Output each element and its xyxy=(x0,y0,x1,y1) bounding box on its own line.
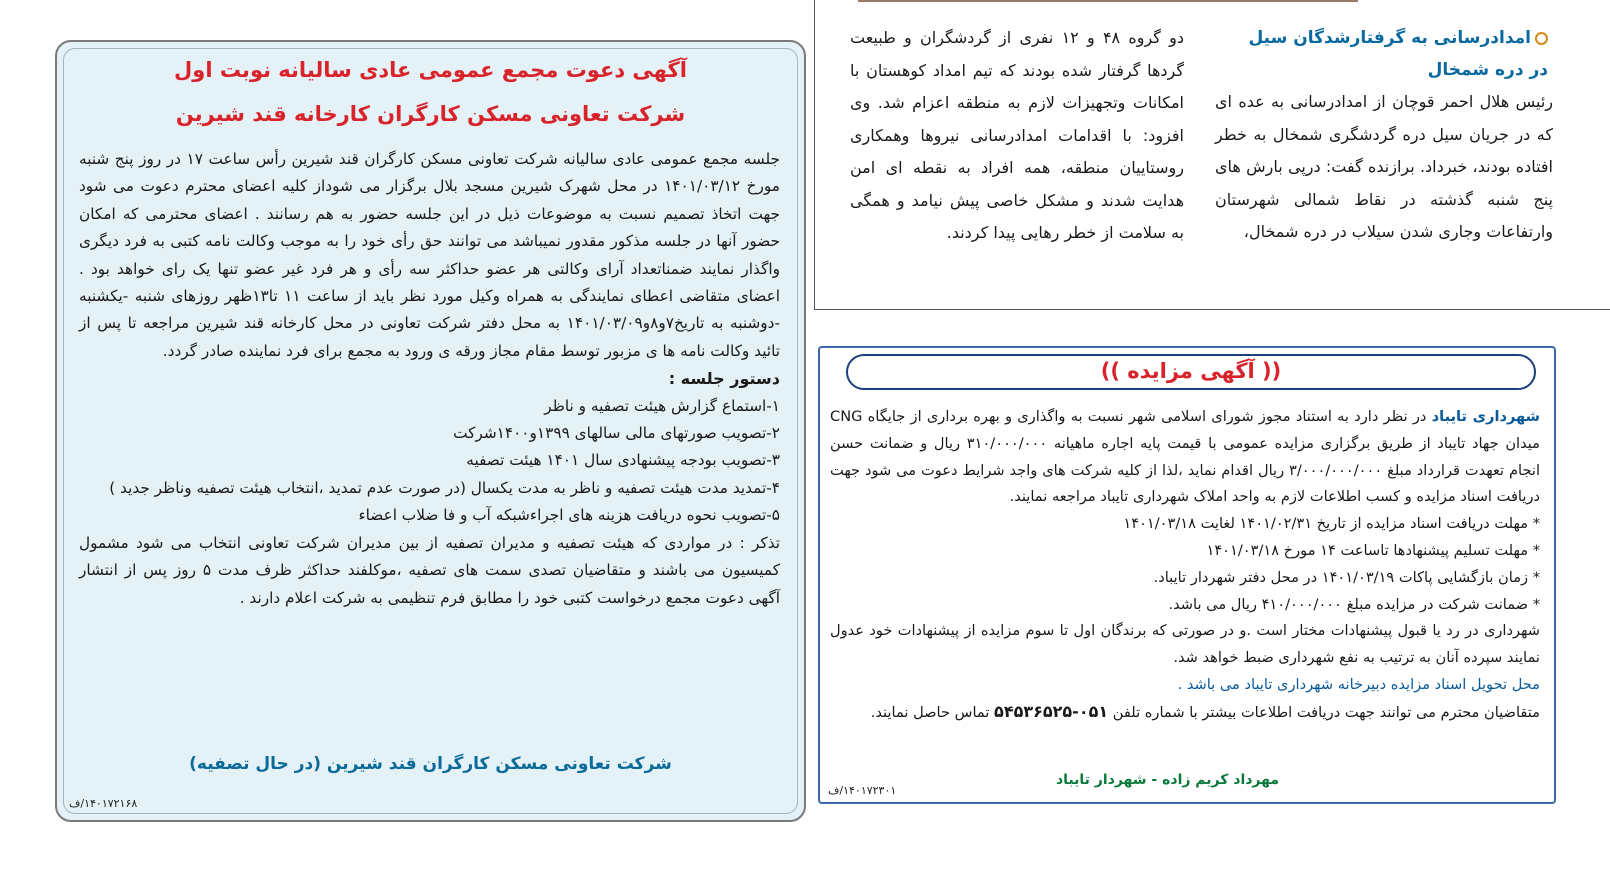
agenda-item: ۵-تصویب نحوه دریافت هزینه های اجراءشبکه آب و فا ضلاب اعضاء xyxy=(358,506,780,525)
news-headline-text: امدادرسانی به گرفتارشدگان سیل در دره شمخال xyxy=(1248,28,1548,80)
contact-text-end: تماس حاصل نمایند. xyxy=(870,703,995,721)
auction-intro xyxy=(830,404,1540,511)
contact-text: متقاضیان محترم می توانند جهت دریافت اطلاعات بیشتر با شماره تلفن xyxy=(1112,703,1540,721)
news-left-rule xyxy=(814,0,815,310)
auction-title: (( آگهی مزایده )) xyxy=(846,354,1536,390)
notice-signature: شرکت تعاونی مسکن کارگران قند شیرین (در حال تصفیه) xyxy=(189,754,672,774)
auction-organization: شهرداری تایباد xyxy=(1431,408,1541,425)
agenda-item: ۴-تمدید مدت هیئت تصفیه و ناظر به مدت یکسال (در صورت عدم تمدید ،انتخاب هیئت تصفیه وناظر جدید ) xyxy=(109,478,780,497)
news-bottom-rule xyxy=(814,309,1610,310)
news-column-first: رئیس هلال احمر قوچان از امدادرسانی به عده ای که در جریان سیل دره گردشگری شمخال به خطر افتاده بودند، خبرداد. برازنده گفت: درپی بارش های پنج شنبه گذشته در نقاط شمالی شهرستان وارتفاعات وجاری شدن سیلاب در دره شمخال، xyxy=(1215,92,1553,241)
agenda-title: دستور جلسه : xyxy=(668,369,780,389)
auction-body xyxy=(830,404,1540,727)
notice-subtitle: شرکت تعاونی مسکن کارگران کارخانه قند شیرین xyxy=(175,102,686,126)
auction-contact xyxy=(830,699,1540,727)
notice-code: ۱۴۰۱۷۲۱۶۸/ف xyxy=(69,797,138,810)
notice-body xyxy=(79,146,780,612)
news-headline xyxy=(1228,22,1548,86)
news-top-rule xyxy=(858,0,1358,2)
auction-delivery: محل تحویل اسناد مزایده دبیرخانه شهرداری تایباد می باشد . xyxy=(1177,675,1540,693)
news-column-second: دو گروه ۴۸ و ۱۲ نفری از گردشگران و طبیعت گردها گرفتار شده بودند که تیم امداد کوهستان با امکانات وتجهیزات لازم به منطقه اعزام شد. وی افزود: با اقدامات امدادرسانی نیروها وهمکاری روستاییان منطقه، همه افراد به نقطه ای امن هدایت شدند و مشکل خاصی پیش نیامد و همگی به سلامت از خطر رهایی پیدا کردند. xyxy=(850,28,1184,242)
auction-conditions: شهرداری در رد یا قبول پیشنهادات مختار است .و در صورتی که برندگان اول تا سوم مزایده از پیشنهادات خود عدول نمایند سپرده آنان به ترتیب به نفع شهرداری ضبط خواهد شد. xyxy=(830,622,1540,667)
agenda-item: ۱-استماع گزارش هیئت تصفیه و ناظر xyxy=(544,396,780,415)
auction-item: * ضمانت شرکت در مزایده مبلغ ۴۱۰/۰۰۰/۰۰۰ ریال می باشد. xyxy=(1168,595,1540,613)
auction-item: * مهلت دریافت اسناد مزایده از تاریخ ۱۴۰۱/۰۲/۳۱ لغایت ۱۴۰۱/۰۳/۱۸ xyxy=(1123,515,1540,533)
notice-note: تذکر : در مواردی که هیئت تصفیه و مدیران تصفیه از بین مدیران شرکت تعاونی انتخاب می شود مشمول کمیسیون می باشند و متقاضیان تصدی سمت های تصفیه ،موکلفند حداکثر ظرف مدت ۵ روز پس از انتشار آگهی دعوت مجمع درخواست کتبی خود را مطابق فرم تنظیمی به شرکت اعلام دارند . xyxy=(79,533,780,607)
auction-code: ۱۴۰۱۷۲۳۰۱/ف xyxy=(828,784,897,797)
agenda-item: ۳-تصویب بودجه پیشنهادی سال ۱۴۰۱ هیئت تصفیه xyxy=(466,451,780,470)
auction-item: * زمان بازگشایی پاکات ۱۴۰۱/۰۳/۱۹ در محل دفتر شهردار تایباد. xyxy=(1153,568,1540,586)
auction-item: * مهلت تسلیم پیشنهادها تاساعت ۱۴ مورخ ۱۴۰۱/۰۳/۱۸ xyxy=(1206,541,1540,559)
auction-intro-text: در نظر دارد به استناد مجوز شورای اسلامی شهر نسبت به واگذاری و بهره برداری از جایگاه CNG میدان جهاد تایباد از طریق برگزاری مزایده عمومی با قیمت پایه اجاره ماهیانه ۳۱۰/۰۰۰/۰۰۰ ریال و ضمانت حسن انجام تعهدت قرارداد مبلغ ۳/۰۰۰/۰۰۰/۰۰۰ ریال اقدام نماید ،لذا از کلیه شرکت های واجد شرایط دعوت می شود جهت دریافت اسناد مزایده و کسب اطلاعات لازم به واحد املاک شهرداری تایباد مراجعه نمایند. xyxy=(830,408,1541,506)
general-assembly-notice xyxy=(55,40,806,822)
phone-number: ۰۵۱-۵۴۵۳۶۵۲۵ xyxy=(994,701,1109,721)
auction-notice xyxy=(818,346,1556,804)
agenda-item: ۲-تصویب صورتهای مالی سالهای ۱۳۹۹و۱۴۰۰شرکت xyxy=(453,424,780,443)
notice-title: آگهی دعوت مجمع عمومی عادی سالیانه نوبت اول xyxy=(174,58,687,82)
notice-intro: جلسه مجمع عمومی عادی سالیانه شرکت تعاونی مسکن کارگران قند شیرین رأس ساعت ۱۷ در روز پنج شنبه مورخ ۱۴۰۱/۰۳/۱۲ در محل شهرک شیرین مسجد بلال برگزار می شوداز کلیه اعضای محترم دعوت می شود جهت اتخاذ تصمیم نسبت به موضوعات ذیل در این جلسه حضور به هم رسانند . اعضای محترمی که امکان حضور آنها در جلسه مذکور مقدور نمیباشد می توانند حق رأی خود را به موجب وکالت نامه کتبی به فرد دیگری واگذار نمایند ضمناتعداد آرای وکالتی هر عضو حداکثر سه رأی و هر فرد غیر عضو تنها یک رای خواهد بود . اعضای متقاضی اعطای نمایندگی به همراه وکیل مورد نظر باید از ساعت ۱۱ تا۱۳ظهر روزهای شنبه -یکشنبه -دوشنبه به تاریخ۷و۸و۱۴۰۱/۰۳/۰۹ به محل دفتر شرکت تعاونی در محل کارخانه قند شیرین مراجعه تا پس از تائید وکالت نامه ها ی مزبور توسط مقام مجاز ورقه ی ورود به مجمع برای فرد نماینده صادر گردد. xyxy=(79,150,781,360)
auction-signature: مهرداد کریم زاده - شهردار تایباد xyxy=(1056,772,1280,788)
bullet-icon xyxy=(1535,32,1548,45)
